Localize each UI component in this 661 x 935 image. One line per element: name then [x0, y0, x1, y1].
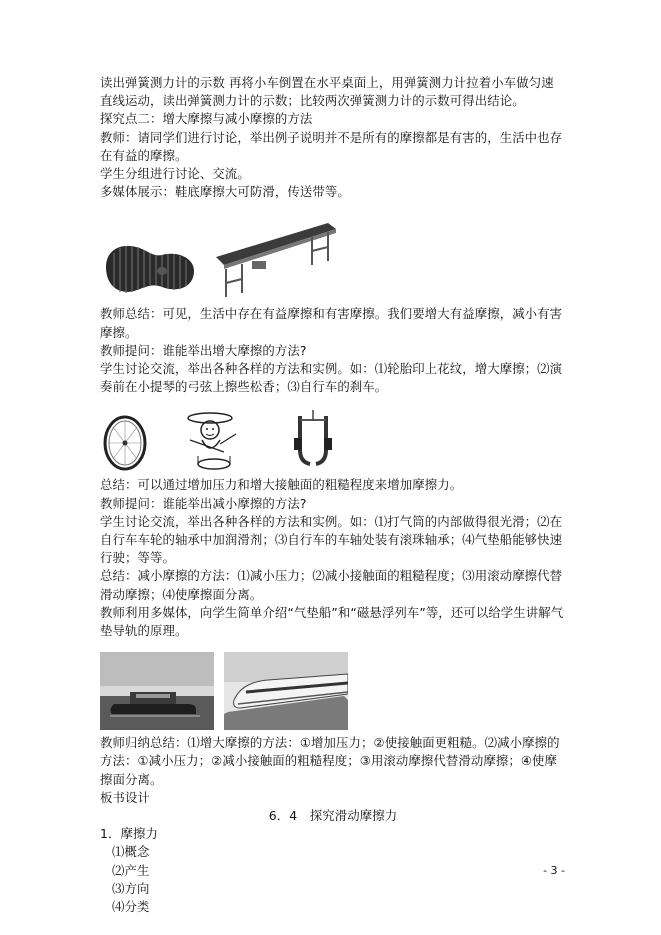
- section-heading: 板书设计: [100, 789, 150, 805]
- page-number: - 3 -: [543, 864, 565, 877]
- paragraph: 教师归纳总结：⑴增大摩擦的方法：①增加压力；②使接触面更粗糙。⑵减小摩擦的方法：①减小压力；②减小接触面的粗糙程度；③用滚动摩擦代替滑动摩擦；④使摩擦面分离。: [100, 735, 560, 787]
- outline-head: 1．摩擦力: [100, 826, 158, 842]
- paragraph: 学生分组进行讨论、交流。: [100, 166, 250, 182]
- paragraph: 总结：可以通过增加压力和增大接触面的粗糙程度来增加摩擦力。: [100, 477, 463, 493]
- outline-item: ⑶方向: [112, 880, 150, 896]
- paragraph: 教师总结：可见，生活中存在有益摩擦和有害摩擦。我们要增大有益摩擦，减小有害摩擦。: [100, 306, 563, 340]
- outline-item: ⑴概念: [112, 844, 150, 860]
- paragraph: 学生讨论交流，举出各种各样的方法和实例。如：⑴打气筒的内部做得很光滑；⑵在自行车车轮的轴承中加润滑剂；⑶自行车的车轴处装有滚珠轴承；⑷气垫船能够快速行驶；等等。: [100, 513, 563, 566]
- paragraph: 学生讨论交流，举出各种各样的方法和实例。如：⑴轮胎印上花纹，增大摩擦；⑵演奏前在小提琴的弓弦上擦些松香；⑶自行车的刹车。: [100, 361, 563, 395]
- image-row-2: [100, 402, 566, 472]
- paragraph: 读出弹簧测力计的示数 再将小车倒置在水平桌面上，用弹簧测力计拉着小车做匀速直线运动，读出弹簧测力计的示数；比较两次弹簧测力计的示数可得出结论。: [100, 75, 554, 109]
- outline-item: ⑷分类: [112, 899, 150, 915]
- bicycle-brake-image: [290, 410, 338, 472]
- shoe-sole-image: [100, 237, 200, 299]
- conveyor-belt-image: [212, 221, 340, 299]
- document-body: [100, 74, 566, 916]
- image-row-3: [100, 646, 566, 730]
- board-title: 6．4 探究滑动摩擦力: [268, 808, 398, 824]
- paragraph: 教师提问：谁能举出增大摩擦的方法?: [100, 342, 307, 358]
- paragraph: 总结：减小摩擦的方法：⑴减小压力；⑵减小接触面的粗糙程度；⑶用滚动摩擦代替滑动摩擦；⑷使摩擦面分离。: [100, 568, 563, 602]
- hovercraft-image: [100, 652, 214, 730]
- bicycle-wheel-image: [100, 414, 150, 472]
- violinist-cartoon-image: [180, 410, 250, 472]
- paragraph: 教师：请同学们进行讨论，举出例子说明并不是所有的摩擦都是有害的，生活中也存在有益的摩擦。: [100, 129, 563, 163]
- image-row-1: [100, 215, 566, 299]
- paragraph: 教师利用多媒体，向学生简单介绍“气垫船”和“磁悬浮列车”等，还可以给学生讲解气垫导轨的原理。: [100, 604, 564, 639]
- maglev-train-image: [224, 652, 348, 730]
- outline-item: ⑵产生: [112, 862, 150, 878]
- paragraph: 教师提问：谁能举出减小摩擦的方法?: [100, 495, 307, 511]
- paragraph: 多媒体展示：鞋底摩擦大可防滑，传送带等。: [100, 184, 350, 200]
- board-outline: [100, 825, 566, 916]
- section-heading: 探究点二：增大摩擦与减小摩擦的方法: [100, 111, 313, 127]
